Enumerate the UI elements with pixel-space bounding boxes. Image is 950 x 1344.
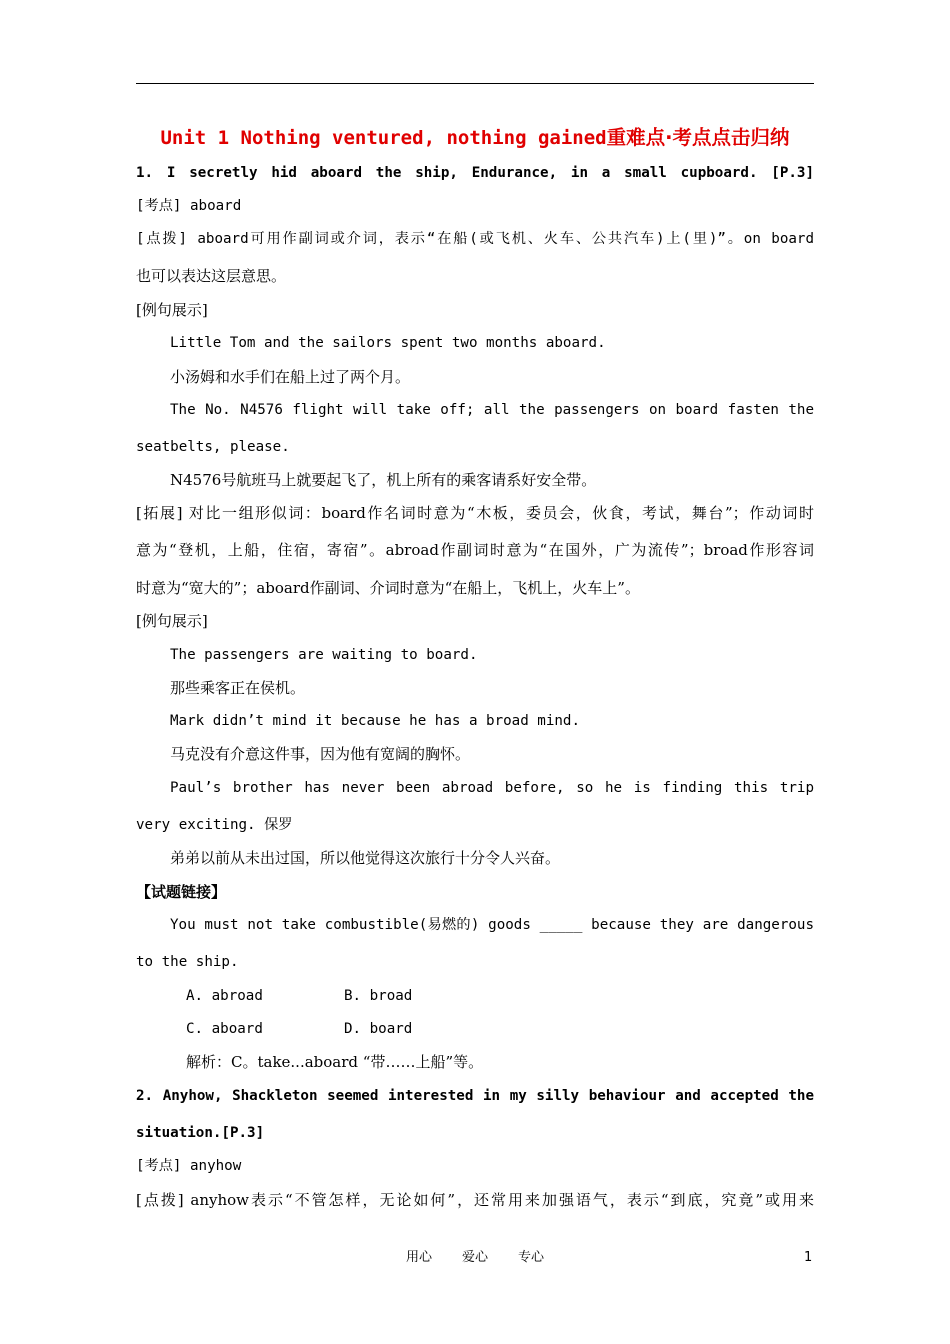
example-2-en-line1: The No. N4576 flight will take off; all the passengers on board fasten the [170, 402, 814, 418]
example-5-en-line1: Paul’s brother has never been abroad before, so he is finding this trip [170, 780, 814, 796]
question-line2: to the ship. [136, 954, 239, 970]
tuozhan-line2: 意为“登机，上船，住宿，寄宿”。abroad作副词时意为“在国外，广为流传”；broad作形容词 [136, 541, 814, 559]
example-2-en-line2: seatbelts, please. [136, 439, 290, 455]
example-5-zh: 弟弟以前从未出过国，所以他觉得这次旅行十分令人兴奋。 [170, 849, 561, 867]
title-chinese: 重难点·考点点击归纳 [606, 126, 790, 149]
title-english: Unit 1 Nothing ventured, nothing gained [160, 127, 607, 149]
option-d: D. board [344, 1021, 413, 1037]
example-3-en: The passengers are waiting to board. [170, 647, 478, 663]
liju-label-2: [例句展示] [136, 612, 208, 630]
example-4-zh: 马克没有介意这件事，因为他有宽阔的胸怀。 [170, 745, 471, 763]
liju-label-1: [例句展示] [136, 301, 208, 319]
section-2-heading-line1: 2. Anyhow, Shackleton seemed interested in my silly behaviour and accepted the [136, 1088, 814, 1104]
kaodian-2: [考点] anyhow [136, 1158, 242, 1174]
option-a: A. abroad [186, 988, 263, 1004]
kaodian-1: [考点] aboard [136, 198, 242, 214]
page-title [136, 124, 814, 152]
tuozhan-line1: [拓展] 对比一组形似词：board作名词时意为“木板，委员会，伙食，考试，舞台”；作动词时 [136, 504, 814, 522]
section-2-heading-line2: situation.[P.3] [136, 1125, 265, 1141]
example-1-zh: 小汤姆和水手们在船上过了两个月。 [170, 368, 411, 386]
footer-item-3: 专心 [518, 1250, 545, 1265]
options-row-1 [186, 985, 814, 1007]
dianbo-1-line1: [点拨] aboard可用作副词或介词，表示“在船(或飞机、火车、公共汽车)上(里)”。on board [136, 231, 814, 247]
section-1-heading: 1. I secretly hid aboard the ship, Endurance, in a small cupboard. [P.3] [136, 165, 814, 181]
option-b: B. broad [344, 988, 413, 1004]
page-number: 1 [804, 1250, 813, 1265]
example-5-en-line2: very exciting. 保罗 [136, 817, 293, 833]
jiexi: 解析：C。take...aboard “带……上船”等。 [186, 1053, 484, 1071]
dianbo-1-line2: 也可以表达这层意思。 [136, 267, 287, 285]
example-4-en: Mark didn’t mind it because he has a broad mind. [170, 713, 580, 729]
dianbo-2-line1: [点拨] anyhow表示“不管怎样，无论如何”，还常用来加强语气，表示“到底，究竟”或用来 [136, 1191, 814, 1209]
footer-item-2: 爱心 [461, 1250, 488, 1265]
option-c: C. aboard [186, 1021, 263, 1037]
tuozhan-line3: 时意为“宽大的”；aboard作副词、介词时意为“在船上，飞机上，火车上”。 [136, 579, 640, 597]
footer-item-1: 用心 [405, 1250, 432, 1265]
question-line1: You must not take combustible(易燃的) goods _____ because they are dangerous [170, 917, 814, 933]
header-rule [136, 83, 814, 84]
example-1-en: Little Tom and the sailors spent two months aboard. [170, 335, 606, 351]
shiti-label: 【试题链接】 [136, 883, 227, 901]
options-row-2 [186, 1018, 814, 1040]
example-3-zh: 那些乘客正在侯机。 [170, 679, 306, 697]
example-2-zh: N4576号航班马上就要起飞了，机上所有的乘客请系好安全带。 [170, 471, 597, 489]
